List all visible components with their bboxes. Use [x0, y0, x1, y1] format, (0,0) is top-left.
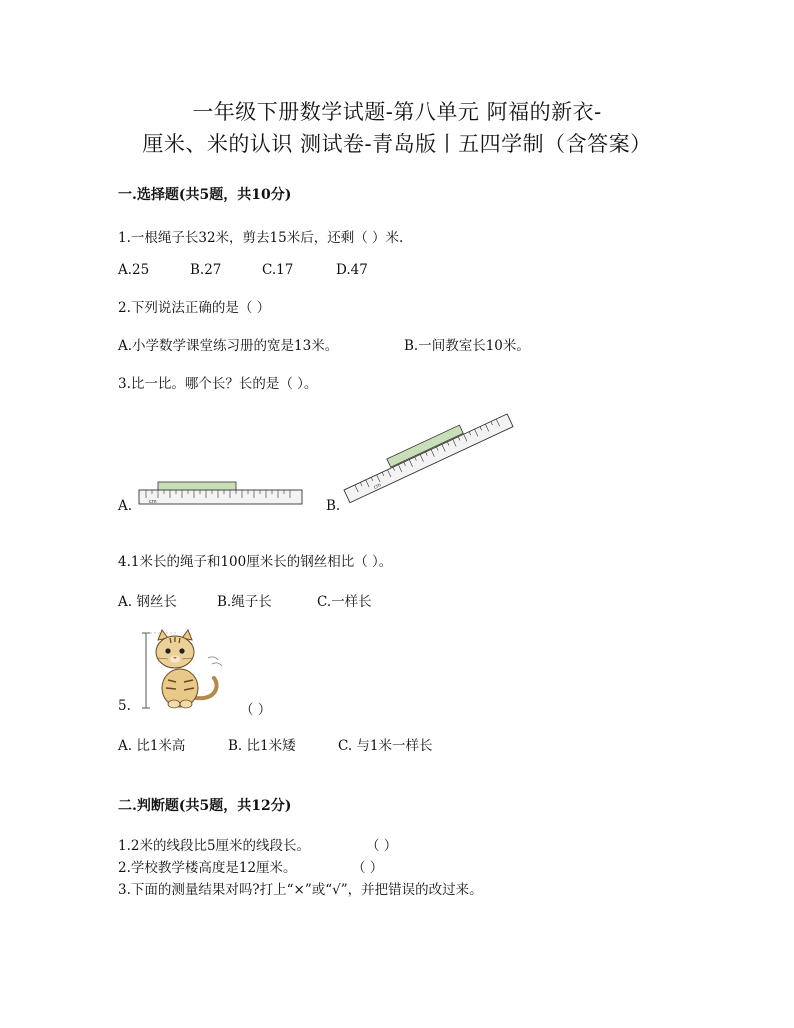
q5-number: 5.: [118, 698, 131, 714]
q5-answer-blank: （ ）: [240, 702, 272, 718]
q5-option-b: B. 比1米矮: [228, 738, 296, 754]
q4-option-a: A. 钢丝长: [118, 594, 177, 610]
judgment-item-2: 2.学校教学楼高度是12厘米。: [118, 860, 297, 876]
question-2: 2.下列说法正确的是（ ）: [118, 300, 271, 316]
cat-height-illustration: [136, 628, 232, 712]
page-title-line-1: 一年级下册数学试题-第八单元 阿福的新衣-: [192, 100, 602, 124]
q1-option-b: B.27: [190, 262, 222, 278]
q1-option-c: C.17: [262, 262, 294, 278]
q2-option-a: A.小学数学课堂练习册的宽是13米。: [118, 338, 339, 354]
question-1: 1.一根绳子长32米，剪去15米后，还剩（ ）米.: [118, 230, 404, 246]
question-4: 4.1米长的绳子和100厘米长的钢丝相比（ ）。: [118, 554, 393, 570]
q3-option-b: B.: [326, 498, 341, 514]
ruler-b-unit: cm: [372, 482, 383, 491]
ruler-b-illustration: [340, 408, 512, 500]
q4-option-c: C.一样长: [317, 594, 372, 610]
judgment-item-2-blank: （ ）: [352, 860, 384, 876]
q1-option-a: A.25: [118, 262, 150, 278]
q3-option-a: A.: [118, 498, 133, 514]
ruler-a-unit: cm: [149, 499, 157, 505]
section-2-heading: 二.判断题(共5题，共12分): [118, 798, 292, 814]
judgment-item-1-blank: （ ）: [366, 838, 398, 854]
q4-option-b: B.绳子长: [217, 594, 272, 610]
q5-option-a: A. 比1米高: [118, 738, 186, 754]
q5-option-c: C. 与1米一样长: [338, 738, 433, 754]
judgment-item-3: 3.下面的测量结果对吗?打上“×”或“√”，并把错误的改过来。: [118, 882, 483, 898]
judgment-item-1: 1.2米的线段比5厘米的线段长。: [118, 838, 311, 854]
question-3: 3.比一比。哪个长？长的是（ ）。: [118, 376, 318, 392]
page-title-line-2: 厘米、米的认识 测试卷-青岛版丨五四学制（含答案）: [142, 132, 652, 156]
q2-option-b: B.一间教室长10米。: [404, 338, 530, 354]
q1-option-d: D.47: [336, 262, 368, 278]
section-1-heading: 一.选择题(共5题，共10分): [118, 187, 292, 203]
ruler-a-illustration: [138, 478, 304, 508]
